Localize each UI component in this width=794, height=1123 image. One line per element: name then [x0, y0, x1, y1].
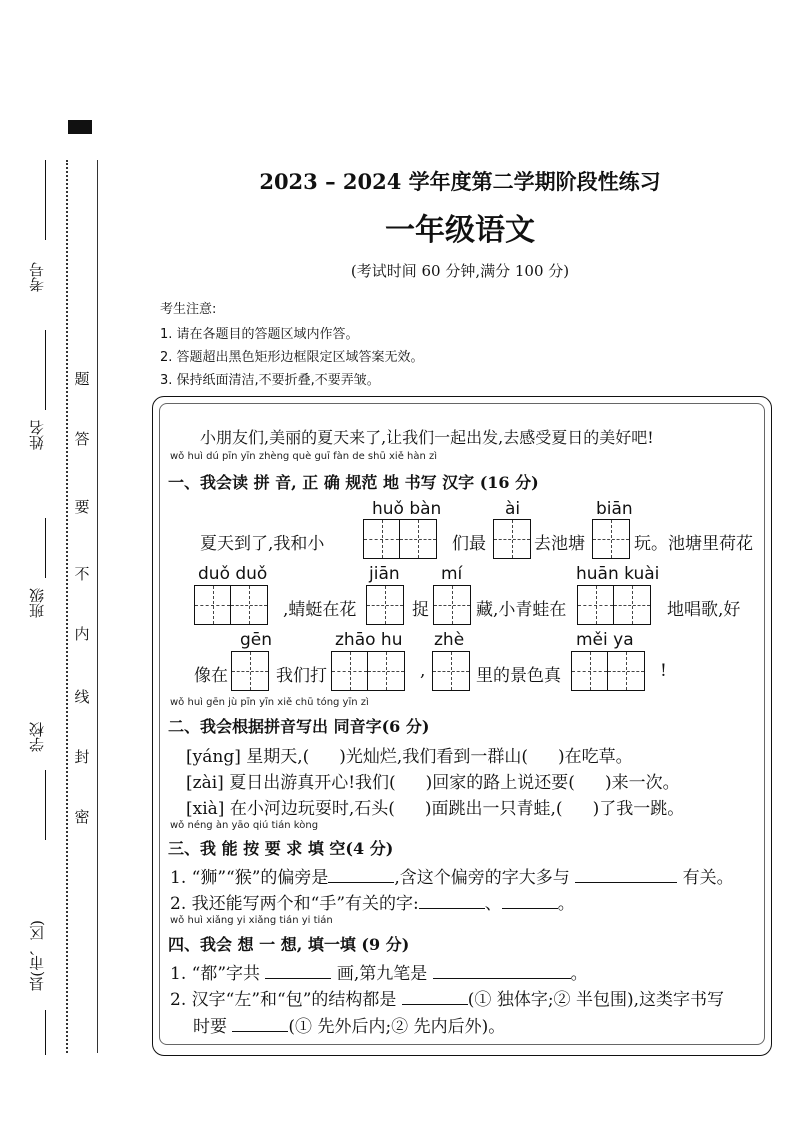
answer-blank[interactable] [328, 882, 394, 883]
q3-text: 1. “狮”“猴”的偏旁是 [170, 868, 329, 888]
q3-text: 有关。 [682, 868, 734, 888]
q1-text: 地唱歌,好 [667, 600, 741, 620]
name-label: 姓名 [28, 420, 46, 450]
q4-text: 2. 汉字“左”和“包”的结构都是 [170, 990, 397, 1010]
seal-char: 要 [74, 498, 90, 516]
q1-text: 捉 [412, 600, 429, 620]
q2-text: 夏日出游真开心!我们( [229, 773, 396, 793]
q4-pinyin-hint: wǒ huì xiǎng yi xiǎng tián yi tián [170, 915, 333, 926]
tianzige-box[interactable] [571, 651, 645, 691]
exam-info: (考试时间 60 分钟,满分 100 分) [350, 262, 570, 280]
intro-text: 小朋友们,美丽的夏天来了,让我们一起出发,去感受夏日的美好吧! [200, 428, 654, 447]
seal-char: 密 [74, 808, 90, 826]
q1-text: ! [660, 661, 667, 681]
q2-text: )回家的路上说还要( [425, 773, 575, 793]
answer-blank[interactable] [419, 908, 485, 909]
q1-text: ,蜻蜓在花 [283, 600, 357, 620]
q4-line-2 [170, 985, 724, 1010]
notice-item: 2. 答题超出黑色矩形边框限定区域答案无效。 [160, 350, 424, 365]
q1-text: , [420, 661, 426, 681]
seal-char: 题 [74, 370, 90, 388]
tianzige-box[interactable] [363, 519, 437, 559]
q1-row3 [0, 651, 794, 691]
seal-char: 线 [74, 688, 90, 706]
class-label: 班级 [28, 588, 46, 618]
q3-pinyin-hint: wǒ néng àn yāo qiú tián kòng [170, 820, 319, 831]
exam-number-label: 考号 [28, 262, 46, 292]
q3-text: 2. 我还能写两个和“手”有关的字: [170, 894, 419, 914]
q4-text: 时要 [193, 1017, 227, 1037]
q1-text: 像在 [194, 666, 228, 686]
pinyin-label: duǒ duǒ [198, 564, 268, 584]
answer-blank[interactable] [502, 908, 558, 909]
answer-blank[interactable] [402, 1004, 468, 1005]
tianzige-box[interactable] [194, 585, 268, 625]
exam-title: 2023 – 2024 学年度第二学期阶段性练习 [259, 169, 661, 194]
seal-char: 内 [74, 625, 90, 643]
q4-text: 画,第九笔是 [336, 964, 428, 984]
q2-text: 在小河边玩耍时,石头( [229, 799, 395, 819]
pinyin-label: biān [596, 499, 633, 519]
q2-text: )了我一跳。 [592, 799, 685, 819]
q4-text: (① 独体字;② 半包围),这类字书写 [467, 990, 724, 1010]
tianzige-box[interactable] [366, 585, 404, 625]
tianzige-box[interactable] [577, 585, 651, 625]
q4-text: (① 先外后内;② 先内后外)。 [288, 1017, 506, 1037]
seal-char: 答 [74, 430, 90, 448]
q4-heading: 四、我会 想 一 想, 填一填 (9 分) [168, 935, 410, 954]
county-label: 县(市、区) [28, 920, 46, 992]
q1-row2 [0, 585, 794, 625]
q1-text: 里的景色真 [476, 666, 561, 686]
q2-text: )光灿烂,我们看到一群山( [339, 747, 528, 767]
q1-row1 [0, 519, 794, 559]
notice-item: 3. 保持纸面清洁,不要折叠,不要弄皱。 [160, 373, 380, 388]
q1-text: 我们打 [276, 666, 327, 686]
subject-title: 一年级语文 [385, 213, 535, 248]
q2-line-3 [186, 794, 684, 819]
tianzige-box[interactable] [592, 519, 630, 559]
county-line [45, 1010, 46, 1055]
answer-blank[interactable] [232, 1031, 288, 1032]
q2-line-1 [186, 742, 633, 767]
name-line [45, 330, 46, 410]
pinyin-tag: [yáng] [186, 747, 241, 767]
pinyin-tag: [zài] [186, 773, 224, 793]
pinyin-label: zhāo hu [335, 630, 403, 650]
answer-blank[interactable] [265, 978, 331, 979]
pinyin-label: huǒ bàn [372, 499, 442, 519]
q4-line-1 [170, 959, 588, 984]
pinyin-tag: [xià] [186, 799, 225, 819]
notice-title: 考生注意: [160, 302, 217, 317]
pinyin-label: huān kuài [576, 564, 660, 584]
q3-heading: 三、我 能 按 要 求 填 空(4 分) [168, 839, 394, 858]
pinyin-label: gēn [240, 630, 273, 650]
seal-char: 封 [74, 748, 90, 766]
seal-char: 不 [74, 565, 90, 583]
q2-text: )来一次。 [604, 773, 680, 793]
q3-line-1 [170, 863, 734, 888]
q3-text: 、 [484, 894, 502, 914]
registration-mark [68, 120, 92, 134]
tianzige-box[interactable] [493, 519, 531, 559]
q2-text: )面跳出一只青蛙,( [424, 799, 563, 819]
q2-pinyin-hint: wǒ huì gēn jù pīn yīn xiě chū tóng yīn zì [170, 697, 369, 708]
school-line [45, 770, 46, 840]
pinyin-label: zhè [434, 630, 465, 650]
q1-text: 们最 [452, 534, 486, 554]
tianzige-box[interactable] [433, 585, 471, 625]
tianzige-box[interactable] [331, 651, 405, 691]
q1-text: 玩。池塘里荷花 [634, 534, 753, 554]
q3-line-2 [170, 889, 575, 914]
q4-text: 。 [570, 964, 588, 984]
tianzige-box[interactable] [231, 651, 269, 691]
notice-item: 1. 请在各题目的答题区域内作答。 [160, 327, 359, 342]
pinyin-label: jiān [369, 564, 400, 584]
q1-text: 藏,小青蛙在 [476, 600, 567, 620]
q1-text: 夏天到了,我和小 [200, 534, 325, 554]
pinyin-label: ài [505, 499, 521, 519]
q3-text: 。 [557, 894, 575, 914]
q1-text: 去池塘 [534, 534, 585, 554]
tianzige-box[interactable] [432, 651, 470, 691]
answer-blank[interactable] [433, 978, 571, 979]
q1-heading: 一、我会读 拼 音, 正 确 规范 地 书写 汉字 (16 分) [168, 473, 539, 492]
pinyin-label: mí [441, 564, 463, 584]
q3-text: ,含这个偏旁的字大多与 [394, 868, 570, 888]
pinyin-label: měi ya [576, 630, 634, 650]
school-label: 学校 [28, 722, 46, 752]
answer-blank[interactable] [575, 882, 677, 883]
q2-text: 星期天,( [246, 747, 310, 767]
q2-line-2 [186, 768, 680, 793]
intro-pinyin-hint: wǒ huì dú pīn yīn zhèng què guī fàn de shū xiě hàn zì [170, 451, 438, 462]
q2-text: )在吃草。 [557, 747, 633, 767]
q4-line-3 [193, 1012, 505, 1037]
q4-text: 1. “都”字共 [170, 964, 261, 984]
q2-heading: 二、我会根据拼音写出 同音字(6 分) [168, 717, 430, 736]
